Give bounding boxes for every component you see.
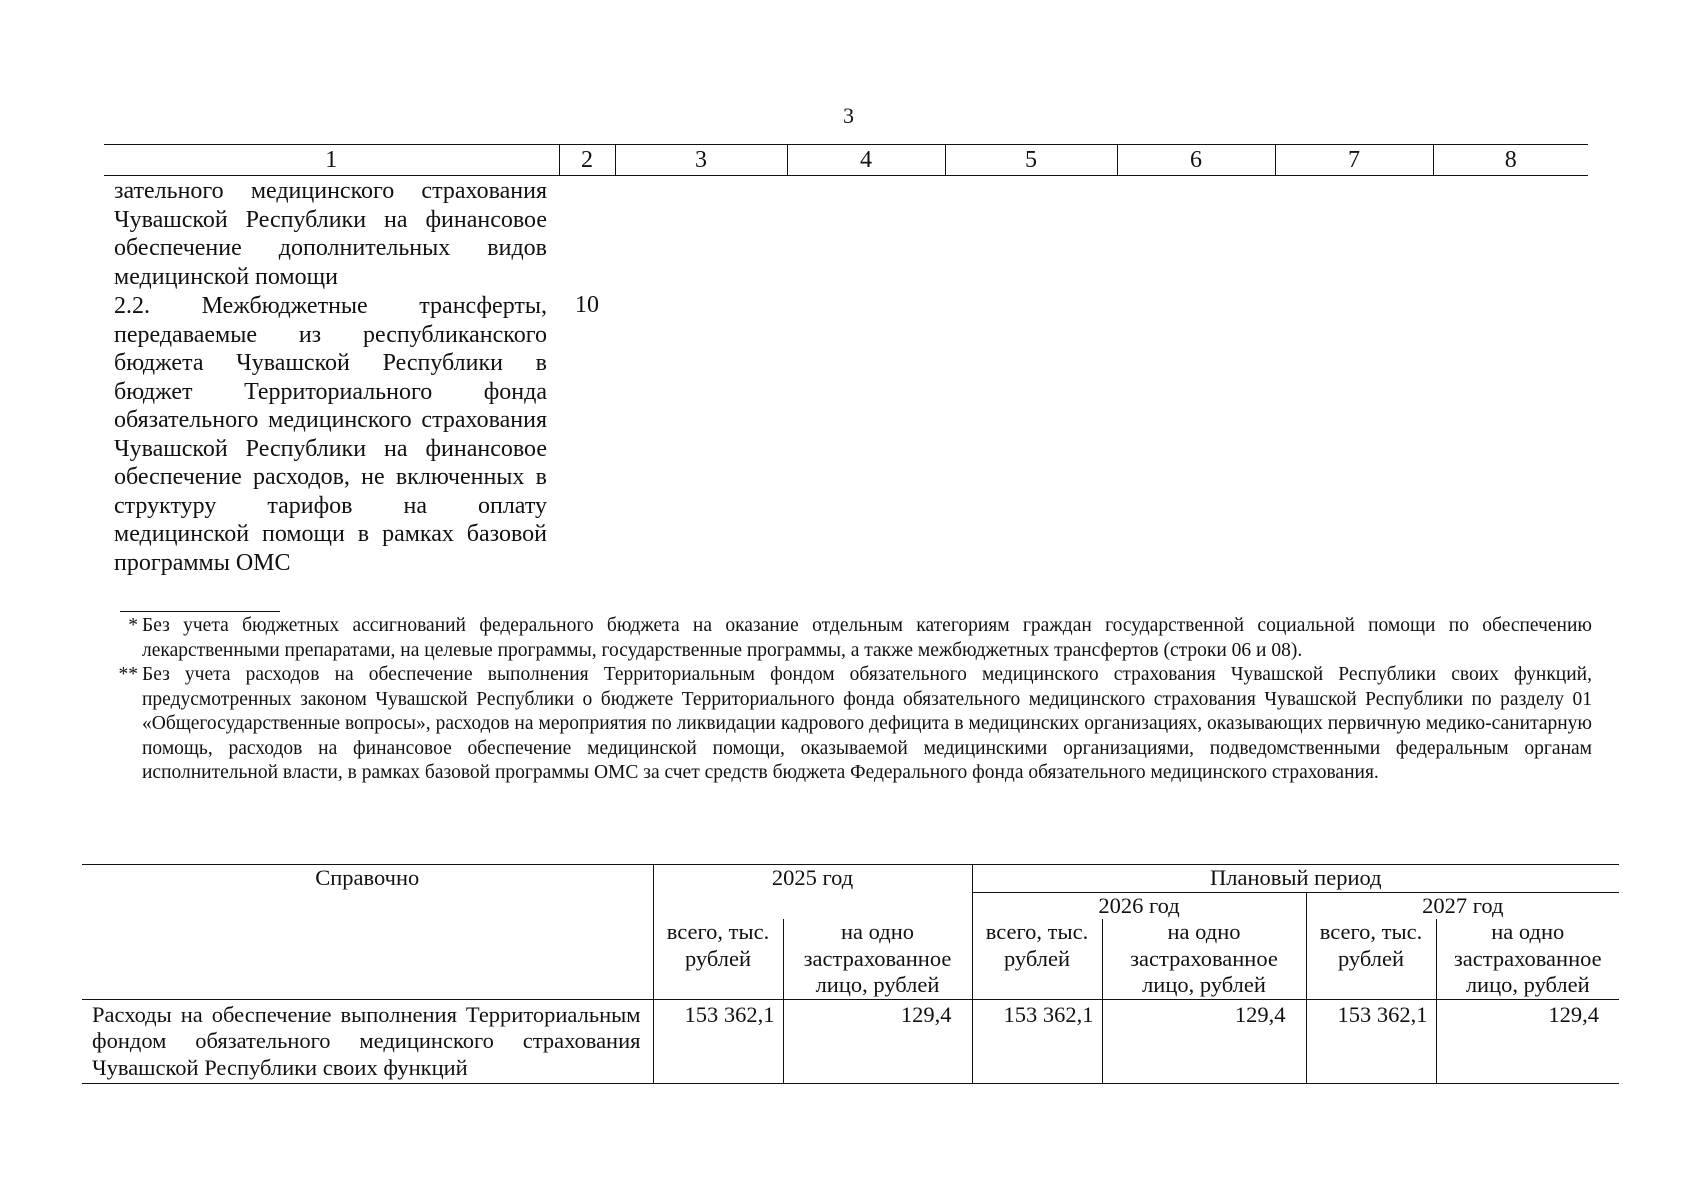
main-table xyxy=(104,144,1588,577)
table-row xyxy=(104,291,1588,577)
table-row xyxy=(82,999,1619,1084)
col-per-person-header: на одно застрахованное лицо, рублей xyxy=(1436,919,1619,999)
column-header: 1 xyxy=(104,145,559,176)
column-header: 4 xyxy=(787,145,945,176)
reference-table xyxy=(82,864,1619,1084)
col-total-header: всего, тыс. рублей xyxy=(972,919,1102,999)
col-total-header: всего, тыс. рублей xyxy=(1306,919,1436,999)
row-description: 2.2. Межбюджетные трансферты, передаваемые из республиканского бюджета Чувашской Республики в бюджет Территориального фонда обязательного медицинского страхования Чувашской Республики на финансовое обеспечение расходов, не включенных в структуру тарифов на оплату медицинской помощи в рамках базовой программы ОМС xyxy=(114,293,547,576)
footnotes xyxy=(112,614,1592,786)
year-2026-header: 2026 год xyxy=(972,892,1306,919)
footnote-text: Без учета бюджетных ассигнований федерального бюджета на оказание отдельным категориям граждан государственной социальной помощи по обеспечению лекарственными препаратами, на целевые программы, государственные программы, а также межбюджетных трансфертов (строки 06 и 08). xyxy=(142,615,1592,661)
footnote-mark: * xyxy=(128,615,138,636)
col-per-person-header: на одно застрахованное лицо, рублей xyxy=(1102,919,1306,999)
row-code: 10 xyxy=(575,292,599,318)
col-per-person-header: на одно застрахованное лицо, рублей xyxy=(783,919,972,999)
value-2025-per-person: 129,4 xyxy=(783,999,972,1084)
column-header: 2 xyxy=(559,145,615,176)
column-header: 3 xyxy=(615,145,787,176)
page-number: 3 xyxy=(843,103,854,128)
value-2027-per-person: 129,4 xyxy=(1436,999,1619,1084)
footnote-text: Без учета расходов на обеспечение выполнения Территориальным фондом обязательного медицинского страхования Чувашской Республики своих функций, предусмотренных законом Чувашской Республики о бюджете Территориального фонда обязательного медицинского страхования Чувашской Республики по разделу 01 «Общегосударственные вопросы», расходов на мероприятия по ликвидации кадрового дефицита в медицинских организациях, оказывающих первичную медико-санитарную помощь, расходов на финансовое обеспечение медицинской помощи, оказываемой медицинскими организациями, подведомственными федеральным органам исполнительной власти, в рамках базовой программы ОМС за счет средств бюджета Федерального фонда обязательного медицинского страхования. xyxy=(142,664,1592,783)
main-table-header-row xyxy=(104,145,1588,176)
column-header: 7 xyxy=(1275,145,1433,176)
value-2027-total: 153 362,1 xyxy=(1306,999,1436,1084)
year-2025-header: 2025 год xyxy=(653,865,972,920)
table-row xyxy=(104,176,1588,292)
col-total-header: всего, тыс. рублей xyxy=(653,919,783,999)
row-description: зательного медицинского страхования Чувашской Республики на финансовое обеспечение дополнительных видов медицинской помощи xyxy=(114,178,547,290)
planning-period-header: Плановый период xyxy=(972,865,1619,893)
year-2027-header: 2027 год xyxy=(1306,892,1619,919)
column-header: 8 xyxy=(1433,145,1588,176)
value-2025-total: 153 362,1 xyxy=(653,999,783,1084)
reference-label-header: Справочно xyxy=(82,865,653,1000)
footnote-separator xyxy=(120,611,280,612)
value-2026-total: 153 362,1 xyxy=(972,999,1102,1084)
value-2026-per-person: 129,4 xyxy=(1102,999,1306,1084)
row-code xyxy=(559,176,615,292)
column-header: 5 xyxy=(945,145,1117,176)
footnote xyxy=(112,663,1592,786)
reference-row-label: Расходы на обеспечение выполнения Территориальным фондом обязательного медицинского страхования Чувашской Республики своих функций xyxy=(82,999,653,1084)
footnote-mark: ** xyxy=(118,664,138,685)
column-header: 6 xyxy=(1117,145,1275,176)
footnote xyxy=(112,614,1592,663)
